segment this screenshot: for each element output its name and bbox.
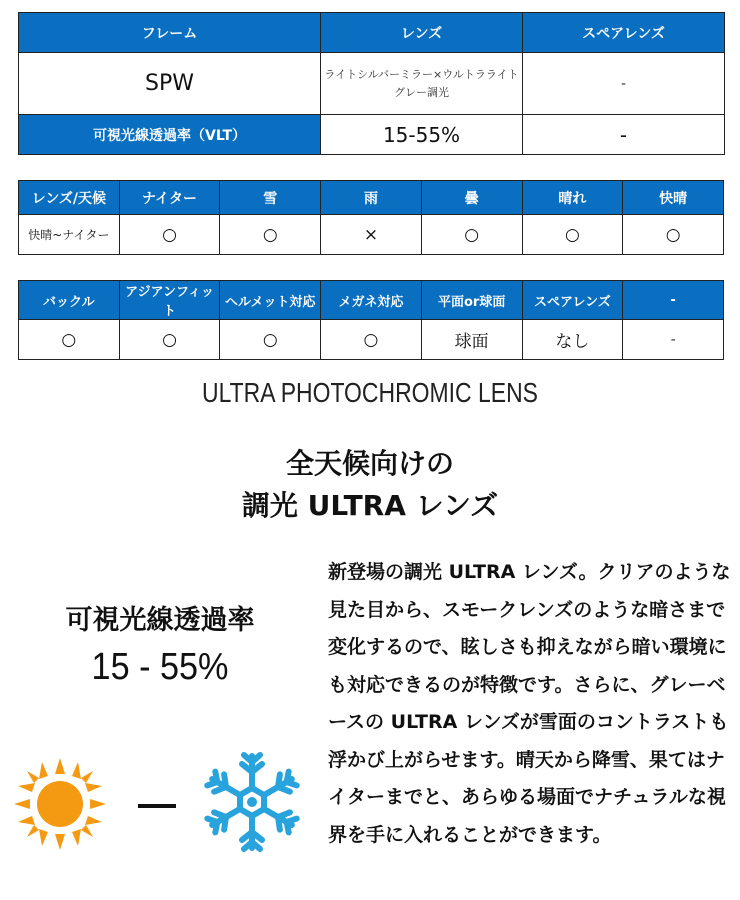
- weather-cell: ○: [421, 215, 522, 255]
- weather-header: 雨: [321, 181, 422, 215]
- header-lens: レンズ: [321, 13, 523, 53]
- feature-header: バックル: [19, 281, 120, 320]
- headline-line1: 全天候向けの: [285, 447, 454, 480]
- spare-lens-value: -: [523, 53, 725, 115]
- feature-cell: ○: [321, 320, 422, 360]
- vlt-row-label: 可視光線透過率（VLT）: [19, 115, 321, 155]
- weather-header: 雪: [220, 181, 321, 215]
- vlt-value: 15 - 55%: [91, 646, 229, 688]
- header-spare-lens: スペアレンズ: [523, 13, 725, 53]
- spec-table: [18, 12, 725, 155]
- feature-header: -: [623, 281, 724, 320]
- feature-header: スペアレンズ: [522, 281, 623, 320]
- frame-value: SPW: [19, 53, 321, 115]
- feature-cell: ○: [220, 320, 321, 360]
- feature-table: [18, 280, 724, 360]
- feature-cell: なし: [522, 320, 623, 360]
- vlt-row-spare: -: [523, 115, 725, 155]
- subtitle: ULTRA PHOTOCHROMIC LENS: [202, 377, 538, 408]
- description: 新登場の調光 ULTRA レンズ。クリアのような見た目から、スモークレンズのような暗さまで変化するので、眩しさも抑えながら暗い環境にも対応できるのが特徴です。さらに、グレーベースの ULTRA レンズが雪面のコントラストも浮かび上がらせます。晴天から降雪、果てはナイターまでと、あらゆる場面でナチュラルな視界を手に入れることができます。: [328, 561, 731, 846]
- weather-row-label: 快晴~ナイター: [19, 215, 120, 255]
- feature-cell: ○: [119, 320, 220, 360]
- weather-cell: ○: [220, 215, 321, 255]
- weather-cell: ×: [321, 215, 422, 255]
- feature-cell: 球面: [421, 320, 522, 360]
- feature-header: ヘルメット対応: [220, 281, 321, 320]
- weather-header: 快晴: [623, 181, 724, 215]
- weather-cell: ○: [623, 215, 724, 255]
- lens-value: [321, 53, 523, 115]
- weather-header: 晴れ: [522, 181, 623, 215]
- sun-icon: [12, 756, 108, 852]
- feature-header: アジアンフィット: [119, 281, 220, 320]
- feature-cell: -: [623, 320, 724, 360]
- weather-header: ナイター: [119, 181, 220, 215]
- weather-header: レンズ/天候: [19, 181, 120, 215]
- header-frame: フレーム: [19, 13, 321, 53]
- feature-header: 平面or球面: [421, 281, 522, 320]
- vlt-row-value: 15-55%: [321, 115, 523, 155]
- feature-cell: ○: [19, 320, 120, 360]
- weather-cell: ○: [119, 215, 220, 255]
- weather-table: [18, 180, 724, 255]
- headline: [0, 443, 740, 527]
- vlt-label: 可視光線透過率: [65, 605, 255, 636]
- lens-value-line1: ライトシルバーミラー×ウルトラライト: [324, 67, 519, 81]
- weather-header: 曇: [421, 181, 522, 215]
- snowflake-icon: [204, 752, 300, 852]
- feature-header: メガネ対応: [321, 281, 422, 320]
- weather-cell: ○: [522, 215, 623, 255]
- lens-value-line2: グレー調光: [394, 85, 449, 99]
- range-dash: [138, 804, 176, 808]
- headline-line2: 調光 ULTRA レンズ: [241, 489, 499, 522]
